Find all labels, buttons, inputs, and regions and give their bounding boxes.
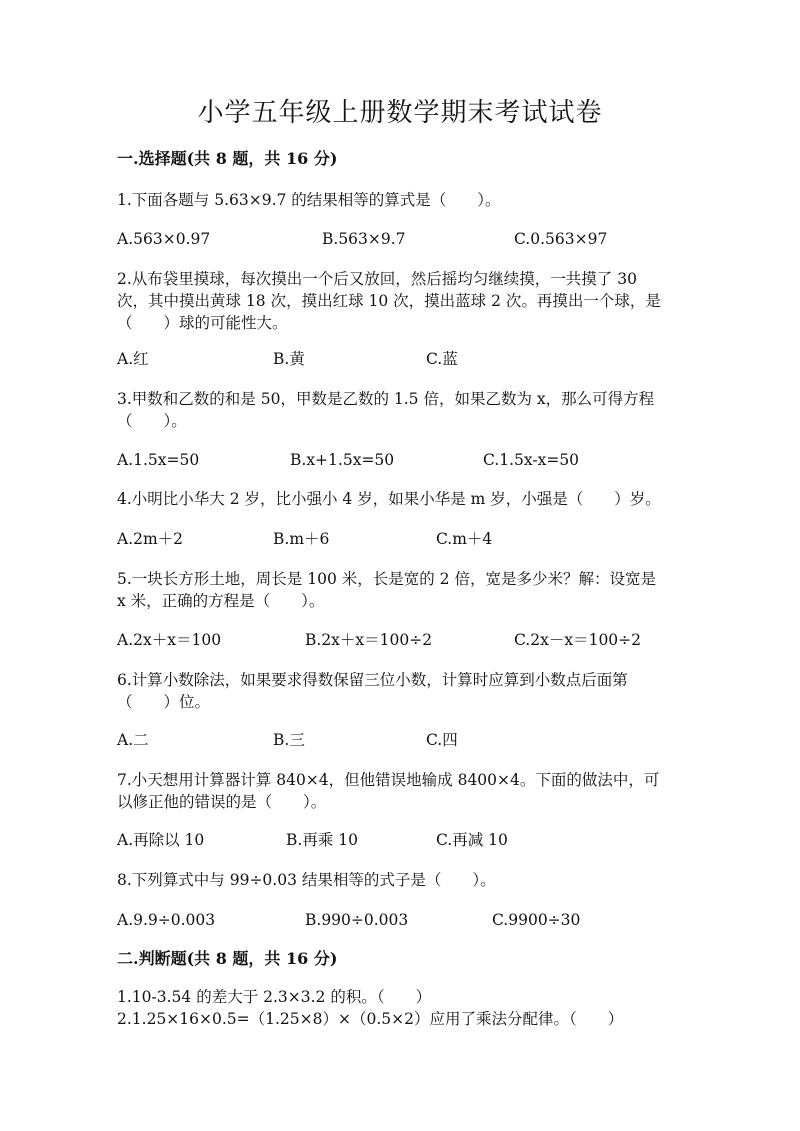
question-8 — [117, 869, 677, 891]
question-text: 4.小明比小华大 2 岁，比小强小 4 岁，如果小华是 m 岁，小强是（ ）岁。 — [117, 490, 661, 508]
option-c: C.9900÷30 — [492, 911, 581, 929]
option-b: B.990÷0.003 — [305, 911, 409, 929]
option-a: A.红 — [117, 350, 149, 368]
section-heading-choice: 一.选择题(共 8 题，共 16 分) — [117, 149, 338, 168]
option-c: C.蓝 — [426, 350, 458, 368]
question-text: 1.下面各题与 5.63×9.7 的结果相等的算式是（ ）。 — [117, 191, 501, 209]
option-b: B.2x＋x＝100÷2 — [305, 631, 433, 649]
option-c: C.m＋4 — [436, 530, 493, 548]
question-text: x 米，正确的方程是（ ）。 — [117, 592, 325, 610]
question-text: 2.从布袋里摸球，每次摸出一个后又放回，然后摇均匀继续摸，一共摸了 30 — [117, 270, 637, 288]
question-text: （ ）。 — [117, 412, 187, 430]
option-a: A.再除以 10 — [117, 831, 205, 849]
question-text: 8.下列算式中与 99÷0.03 结果相等的式子是（ ）。 — [117, 871, 496, 889]
option-c: C.0.563×97 — [514, 230, 608, 248]
judgment-question-1 — [117, 986, 677, 1008]
question-3 — [117, 388, 677, 432]
question-text: （ ）位。 — [117, 693, 211, 711]
question-2 — [117, 268, 677, 334]
question-text: 次，其中摸出黄球 18 次，摸出红球 10 次，摸出蓝球 2 次。再摸出一个球，是 — [117, 292, 661, 310]
option-c: C.再减 10 — [436, 831, 508, 849]
option-a: A.1.5x=50 — [117, 451, 200, 469]
judgment-question-2 — [117, 1008, 677, 1030]
question-text: 5.一块长方形土地，周长是 100 米，长是宽的 2 倍，宽是多少米？解：设宽是 — [117, 570, 656, 588]
question-7 — [117, 769, 677, 813]
option-b: B.563×9.7 — [322, 230, 406, 248]
question-5 — [117, 568, 677, 612]
option-c: C.四 — [426, 731, 458, 749]
question-text: （ ）球的可能性大。 — [117, 314, 288, 332]
option-b: B.m＋6 — [273, 530, 330, 548]
option-a: A.2m＋2 — [117, 530, 184, 548]
section-heading-judgment: 二.判断题(共 8 题，共 16 分) — [117, 949, 338, 968]
option-b: B.再乘 10 — [286, 831, 358, 849]
option-c: C.2x－x＝100÷2 — [514, 631, 642, 649]
question-text: 2.1.25×16×0.5=（1.25×8）×（0.5×2）应用了乘法分配律。（ ） — [117, 1010, 624, 1028]
option-c: C.1.5x-x=50 — [483, 451, 580, 469]
option-b: B.黄 — [273, 350, 305, 368]
question-text: 6.计算小数除法，如果要求得数保留三位小数，计算时应算到小数点后面第 — [117, 671, 628, 689]
question-text: 3.甲数和乙数的和是 50，甲数是乙数的 1.5 倍，如果乙数为 x，那么可得方程 — [117, 390, 655, 408]
question-text: 以修正他的错误的是（ ）。 — [117, 793, 327, 811]
option-a: A.二 — [117, 731, 149, 749]
option-b: B.x+1.5x=50 — [290, 451, 395, 469]
question-1 — [117, 189, 677, 211]
question-text: 1.10-3.54 的差大于 2.3×3.2 的积。（ ） — [117, 988, 432, 1006]
question-4 — [117, 488, 677, 510]
question-6 — [117, 669, 677, 713]
option-a: A.9.9÷0.003 — [117, 911, 216, 929]
exam-title: 小学五年级上册数学期末考试试卷 — [197, 98, 603, 128]
option-a: A.563×0.97 — [117, 230, 211, 248]
option-b: B.三 — [273, 731, 305, 749]
question-text: 7.小天想用计算器计算 840×4，但他错误地输成 8400×4。下面的做法中，可 — [117, 771, 660, 789]
option-a: A.2x＋x＝100 — [117, 631, 222, 649]
